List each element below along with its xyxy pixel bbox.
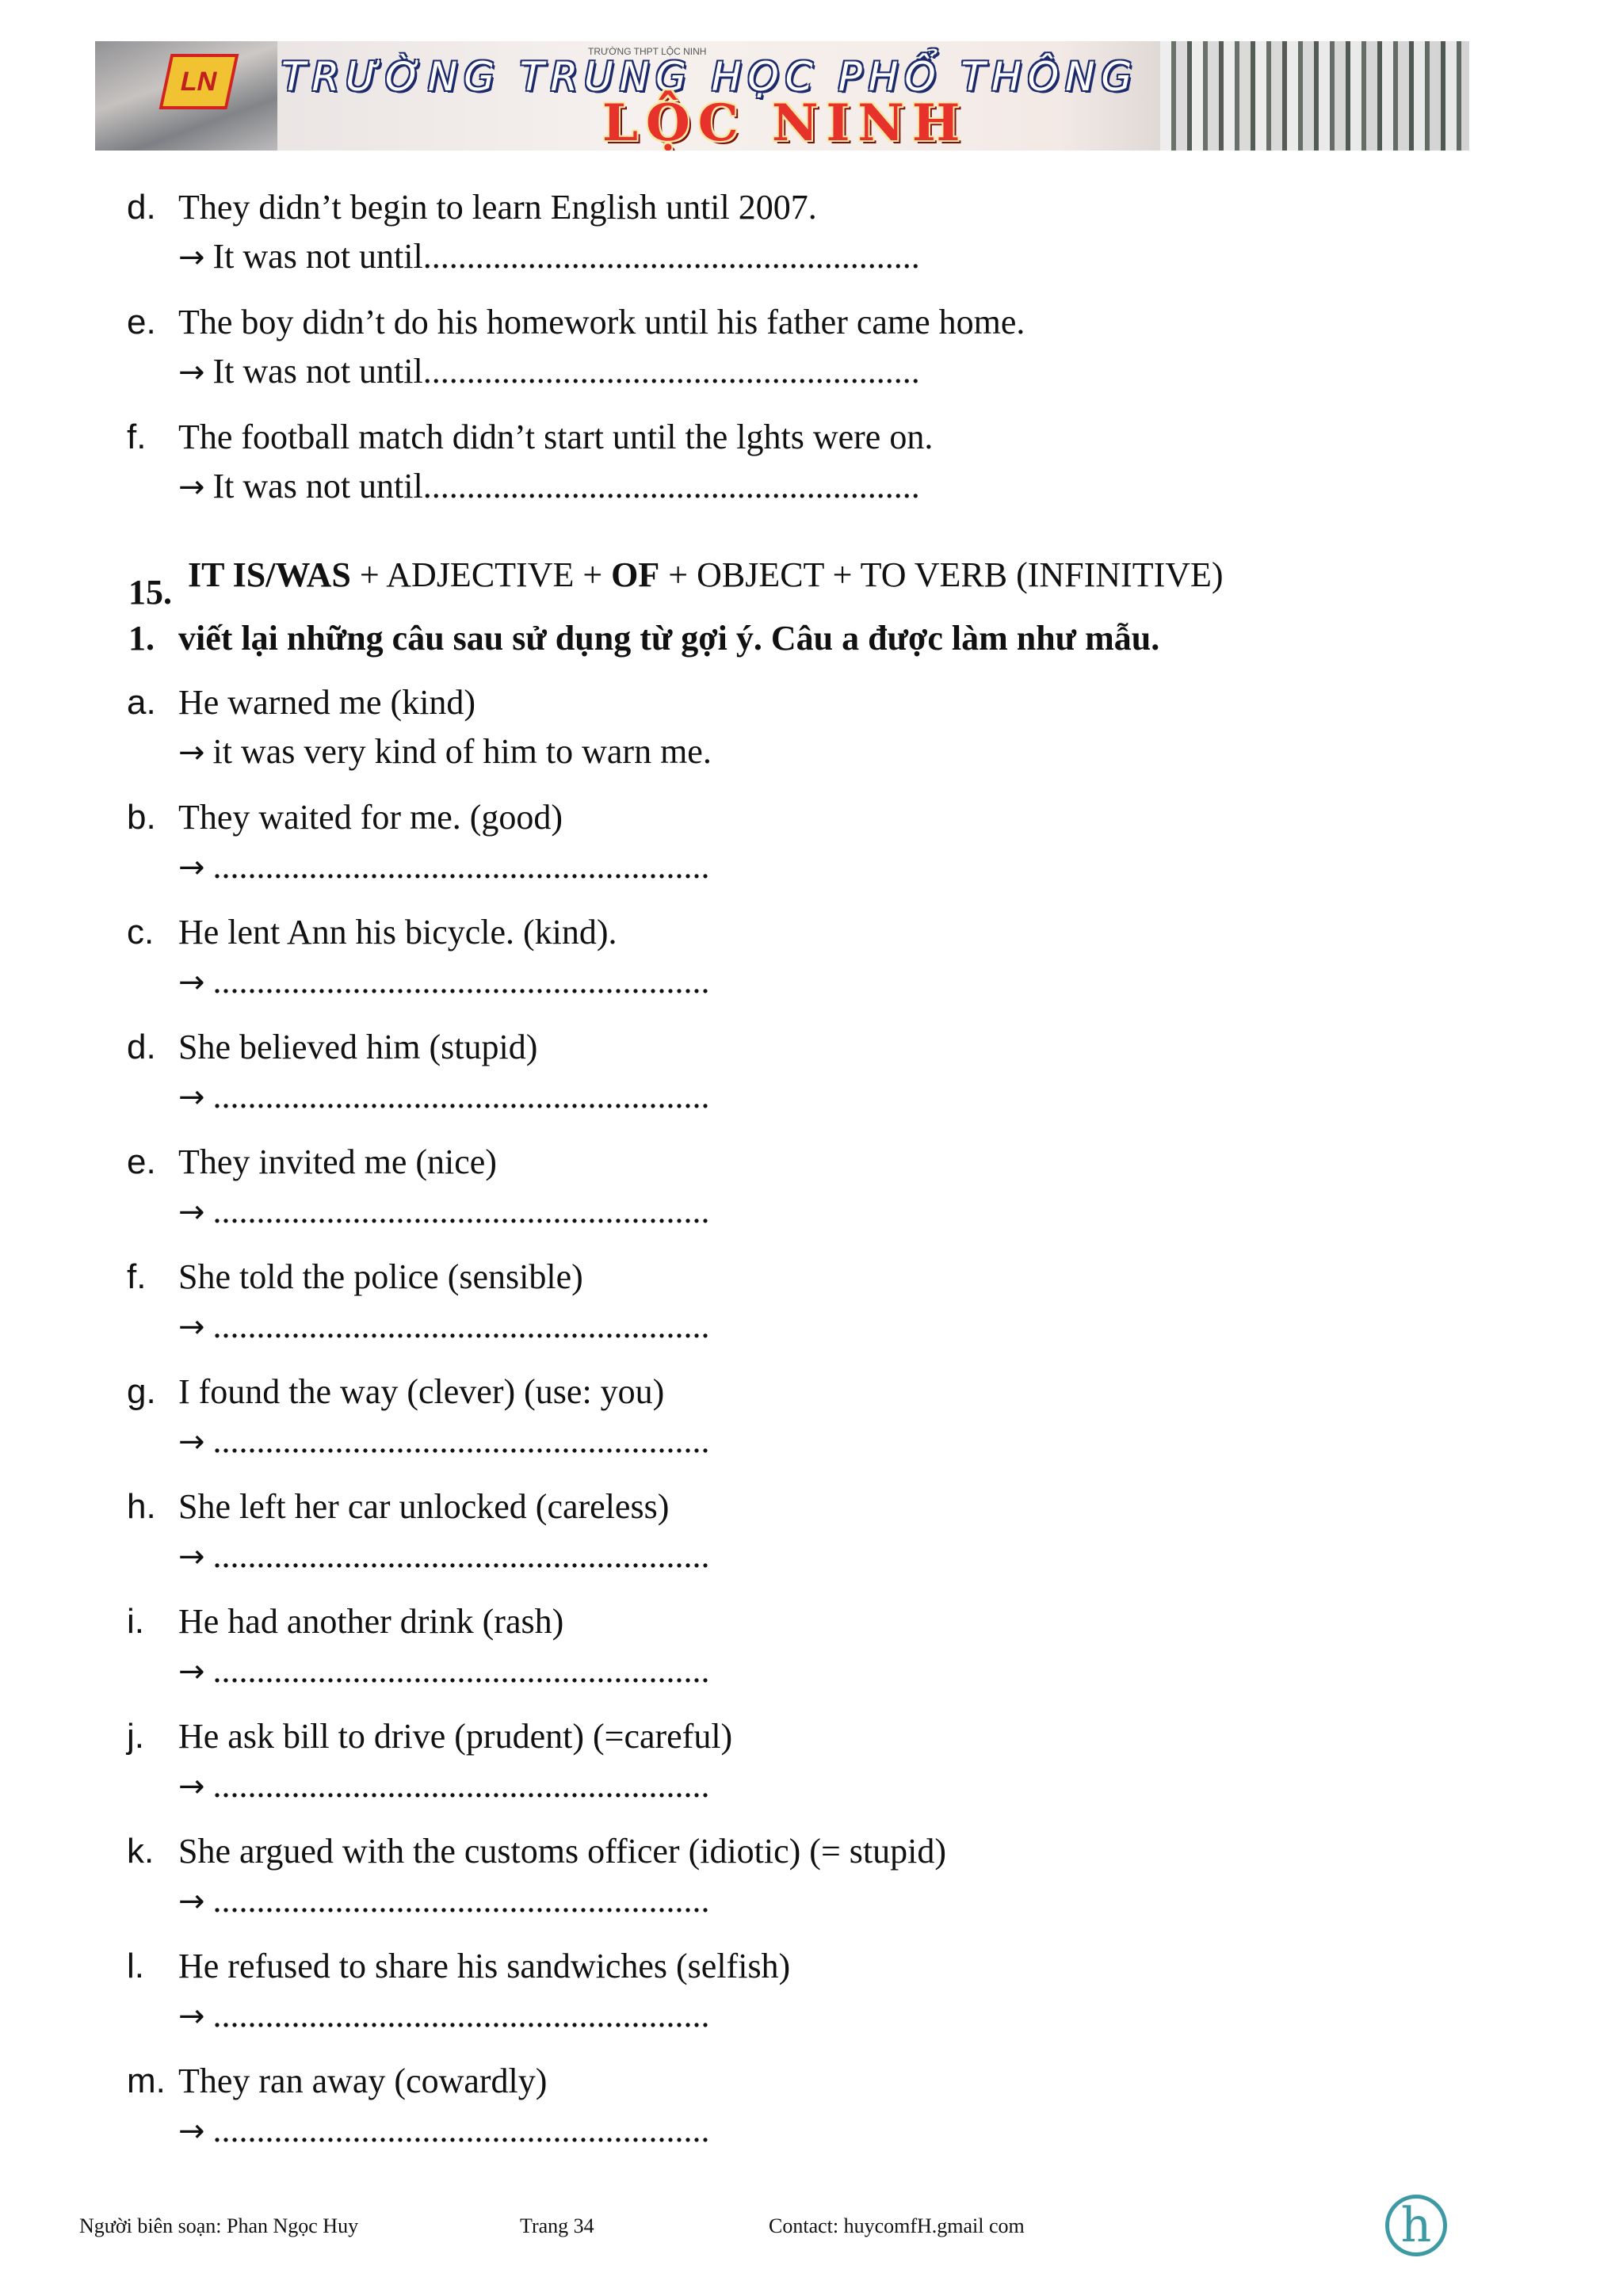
arrow-icon: →	[178, 1653, 205, 1690]
exercise-item: e. They invited me (nice)	[127, 1142, 497, 1181]
arrow-icon: →	[178, 239, 205, 276]
answer-line: → .........................................................	[178, 2111, 710, 2149]
answer-line: → it was very kind of him to warn me.	[178, 732, 712, 771]
answer-line: → It was not until.........................................................	[178, 237, 920, 276]
exercise-item: m. They ran away (cowardly)	[127, 2061, 548, 2100]
exercise-item: g. I found the way (clever) (use: you)	[127, 1372, 665, 1411]
arrow-icon: →	[178, 964, 205, 1001]
exercise-item: k. She argued with the customs officer (idiotic) (= stupid)	[127, 1832, 946, 1871]
exercise-item: d. She believed him (stupid)	[127, 1028, 538, 1066]
footer-contact: Contact: huycomfH.gmail com	[769, 2214, 1025, 2237]
arrow-icon: →	[178, 1309, 205, 1345]
answer-line: → It was not until.........................................................	[178, 467, 920, 505]
exercise-item: f. She told the police (sensible)	[127, 1257, 583, 1296]
answer-line: → .........................................................	[178, 847, 710, 886]
arrow-icon: →	[178, 849, 205, 886]
section-title: IT IS/WAS + ADJECTIVE + OF + OBJECT + TO VERB (INFINITIVE)	[188, 555, 1224, 594]
arrow-icon: →	[178, 1998, 205, 2035]
exercise-item: d. They didn’t begin to learn English until 2007.	[127, 188, 817, 227]
arrow-icon: →	[178, 1079, 205, 1116]
school-banner	[95, 41, 1469, 151]
instruction: 1. viết lại những câu sau sử dụng từ gợi ý. Câu a được làm như mẫu.	[128, 619, 1160, 658]
answer-line: → .........................................................	[178, 1077, 710, 1116]
answer-line: → .........................................................	[178, 1651, 710, 1690]
exercise-item: j. He ask bill to drive (prudent) (=careful)	[127, 1717, 733, 1756]
arrow-icon: →	[178, 734, 205, 771]
answer-line: → .........................................................	[178, 1881, 710, 1920]
answer-line: → .........................................................	[178, 962, 710, 1001]
footer-author: Người biên soạn: Phan Ngọc Huy	[79, 2214, 359, 2237]
exercise-item: a. He warned me (kind)	[127, 683, 476, 722]
banner-school-name: LỘC NINH	[602, 93, 968, 151]
arrow-icon: →	[178, 1194, 205, 1230]
exercise-item: b. They waited for me. (good)	[127, 798, 563, 837]
answer-line: → .........................................................	[178, 1192, 710, 1230]
exercise-item: e. The boy didn’t do his homework until his father came home.	[127, 303, 1025, 341]
exercise-item: l. He refused to share his sandwiches (selfish)	[127, 1947, 791, 1985]
answer-line: → .........................................................	[178, 1306, 710, 1345]
answer-line: → It was not until.........................................................	[178, 352, 920, 391]
banner-small-text: TRƯỜNG THPT LỘC NINH	[588, 46, 707, 57]
exercise-item: h. She left her car unlocked (careless)	[127, 1487, 670, 1526]
arrow-icon: →	[178, 354, 205, 391]
footer-page-number: Trang 34	[520, 2214, 594, 2237]
arrow-icon: →	[178, 1768, 205, 1805]
arrow-icon: →	[178, 2113, 205, 2149]
answer-line: → .........................................................	[178, 1996, 710, 2035]
footer-logo-icon: h	[1385, 2195, 1447, 2256]
exercise-item: i. He had another drink (rash)	[127, 1602, 564, 1641]
banner-school-type: TRƯỜNG TRUNG HỌC PHỔ THÔNG	[281, 54, 1139, 100]
answer-line: → .........................................................	[178, 1536, 710, 1575]
exercise-item: c. He lent Ann his bicycle. (kind).	[127, 913, 617, 952]
arrow-icon: →	[178, 1424, 205, 1460]
answer-line: → .........................................................	[178, 1766, 710, 1805]
arrow-icon: →	[178, 1539, 205, 1575]
answer-line: → .........................................................	[178, 1421, 710, 1460]
arrow-icon: →	[178, 1883, 205, 1920]
school-logo-icon: LN	[159, 54, 239, 109]
exercise-item: f. The football match didn’t start until the lghts were on.	[127, 418, 934, 456]
section-number: 15.	[128, 573, 172, 612]
arrow-icon: →	[178, 469, 205, 505]
